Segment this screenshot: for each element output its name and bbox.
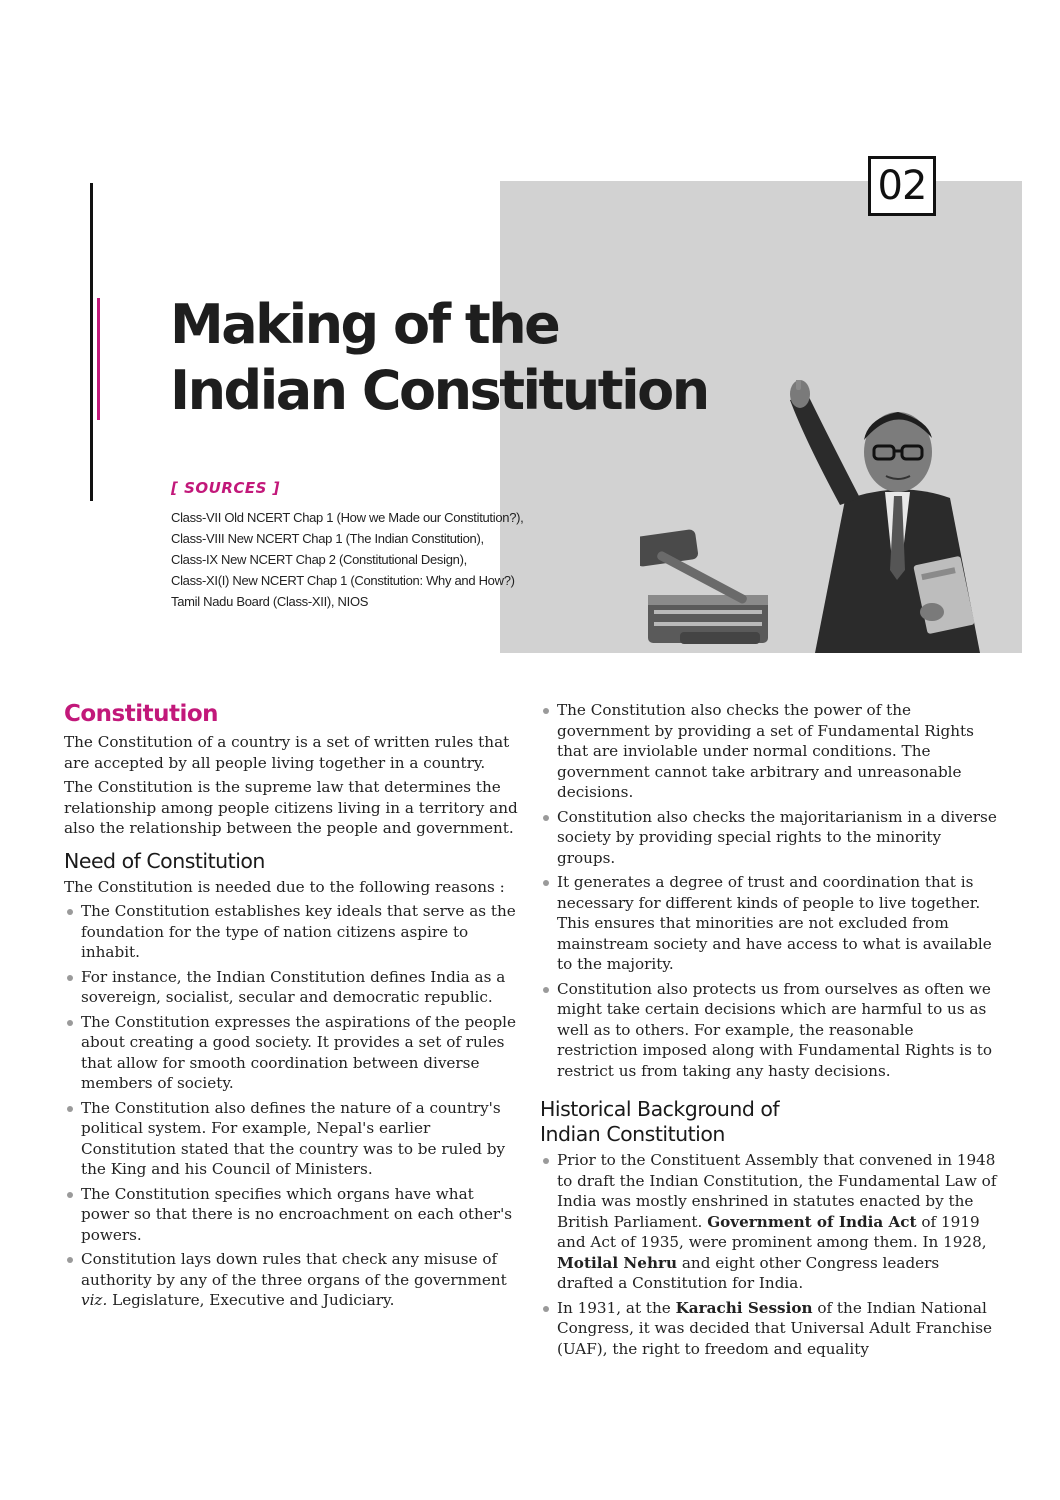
section-heading-constitution: Constitution xyxy=(64,701,219,727)
subheading-need-of-constitution: Need of Constitution xyxy=(64,848,265,873)
heading-line: Indian Constitution xyxy=(540,1122,725,1146)
bullet-item: Constitution also checks the majoritarianism in a diverse society by providing special rights to the minority groups. xyxy=(540,807,998,869)
bold-term: Karachi Session xyxy=(675,1298,813,1317)
ambedkar-portrait xyxy=(790,380,980,653)
bullet-item: The Constitution also checks the power of the government by providing a set of Fundamental Rights that are inviolable under normal conditions. The government cannot take arbitrary and unreasonable decisions. xyxy=(540,700,998,803)
source-item: Class-IX New NCERT Chap 2 (Constitutional Design), xyxy=(171,552,467,567)
bullet-text: of 1919 and Act of 1935, were prominent among them. In 1928, xyxy=(557,1212,987,1251)
source-item: Tamil Nadu Board (Class-XII), NIOS xyxy=(171,594,369,609)
bullet-list xyxy=(540,700,998,1081)
bullet-item: Constitution also protects us from ourselves as often we might take certain decisions which are harmful to us as well as to others. For example, the reasonable restriction imposed along with Fundamental Rights is to restrict us from taking any hasty decisions. xyxy=(540,979,998,1082)
bullet-item: For instance, the Indian Constitution defines India as a sovereign, socialist, secular and democratic republic. xyxy=(64,967,518,1008)
bullet-text: In 1931, at the xyxy=(557,1298,676,1317)
left-column xyxy=(64,700,518,1315)
decorative-bar-black xyxy=(90,183,93,501)
paragraph: The Constitution of a country is a set of written rules that are accepted by all people living together in a country. xyxy=(64,733,510,772)
subheading-historical-background xyxy=(540,1097,998,1147)
bullet-text: of the Indian National Congress, it was decided that Universal Adult Franchise (UAF), the right to freedom and equality xyxy=(557,1298,993,1358)
heading-line: Historical Background of xyxy=(540,1097,780,1121)
source-item: Class-VII Old NCERT Chap 1 (How we Made our Constitution?), xyxy=(171,510,524,525)
bullet-item: It generates a degree of trust and coordination that is necessary for different kinds of people to live together. This ensures that minorities are not excluded from mainstream society and have access to what is available to the majority. xyxy=(540,872,998,975)
source-item: Class-XI(I) New NCERT Chap 1 (Constitution: Why and How?) xyxy=(171,573,515,588)
bullet-item xyxy=(540,1298,998,1360)
paragraph: The Constitution is the supreme law that determines the relationship among people citizens living in a territory and also the relationship between the people and government. xyxy=(64,778,518,837)
bold-term: Government of India Act xyxy=(707,1212,917,1231)
bullet-item: The Constitution specifies which organs have what power so that there is no encroachment on each other's powers. xyxy=(64,1184,518,1246)
chapter-title-line1: Making of the xyxy=(170,293,559,356)
bullet-item: The Constitution expresses the aspirations of the people about creating a good society. It provides a set of rules that allow for smooth coordination between diverse members of society. xyxy=(64,1012,518,1094)
bullet-text: Prior to the Constituent Assembly that convened in 1948 to draft the Indian Constitution, the Fundamental Law of India was mostly enshrined in statutes enacted by the British Parliament. xyxy=(557,1151,997,1231)
italic-viz: viz. xyxy=(81,1291,108,1309)
bullet-list xyxy=(540,1150,998,1359)
bold-term: Motilal Nehru xyxy=(557,1253,678,1272)
chapter-title-line2: Indian Constitution xyxy=(170,359,708,422)
bullet-item xyxy=(64,1249,518,1311)
paragraph: The Constitution is needed due to the following reasons : xyxy=(64,877,505,896)
bullet-item: The Constitution establishes key ideals that serve as the foundation for the type of nation citizens aspire to inhabit. xyxy=(64,901,518,963)
source-item: Class-VIII New NCERT Chap 1 (The Indian Constitution), xyxy=(171,531,484,546)
right-column xyxy=(540,700,998,1363)
decorative-bar-pink xyxy=(97,298,100,420)
bullet-text: Constitution lays down rules that check any misuse of authority by any of the three organs of the government xyxy=(81,1250,507,1289)
bullet-item: The Constitution also defines the nature of a country's political system. For example, Nepal's earlier Constitution stated that the country was to be ruled by the King and his Council of Ministers. xyxy=(64,1098,518,1180)
sources-label: [ SOURCES ] xyxy=(171,479,280,497)
bullet-item xyxy=(540,1150,998,1294)
sources-list xyxy=(171,507,523,612)
bullet-text: and eight other Congress leaders drafted a Constitution for India. xyxy=(557,1253,940,1292)
chapter-number-badge: 02 xyxy=(868,156,936,216)
chapter-illustration xyxy=(640,380,1022,653)
bullet-text: Legislature, Executive and Judiciary. xyxy=(107,1291,395,1309)
bullet-list xyxy=(64,901,518,1311)
